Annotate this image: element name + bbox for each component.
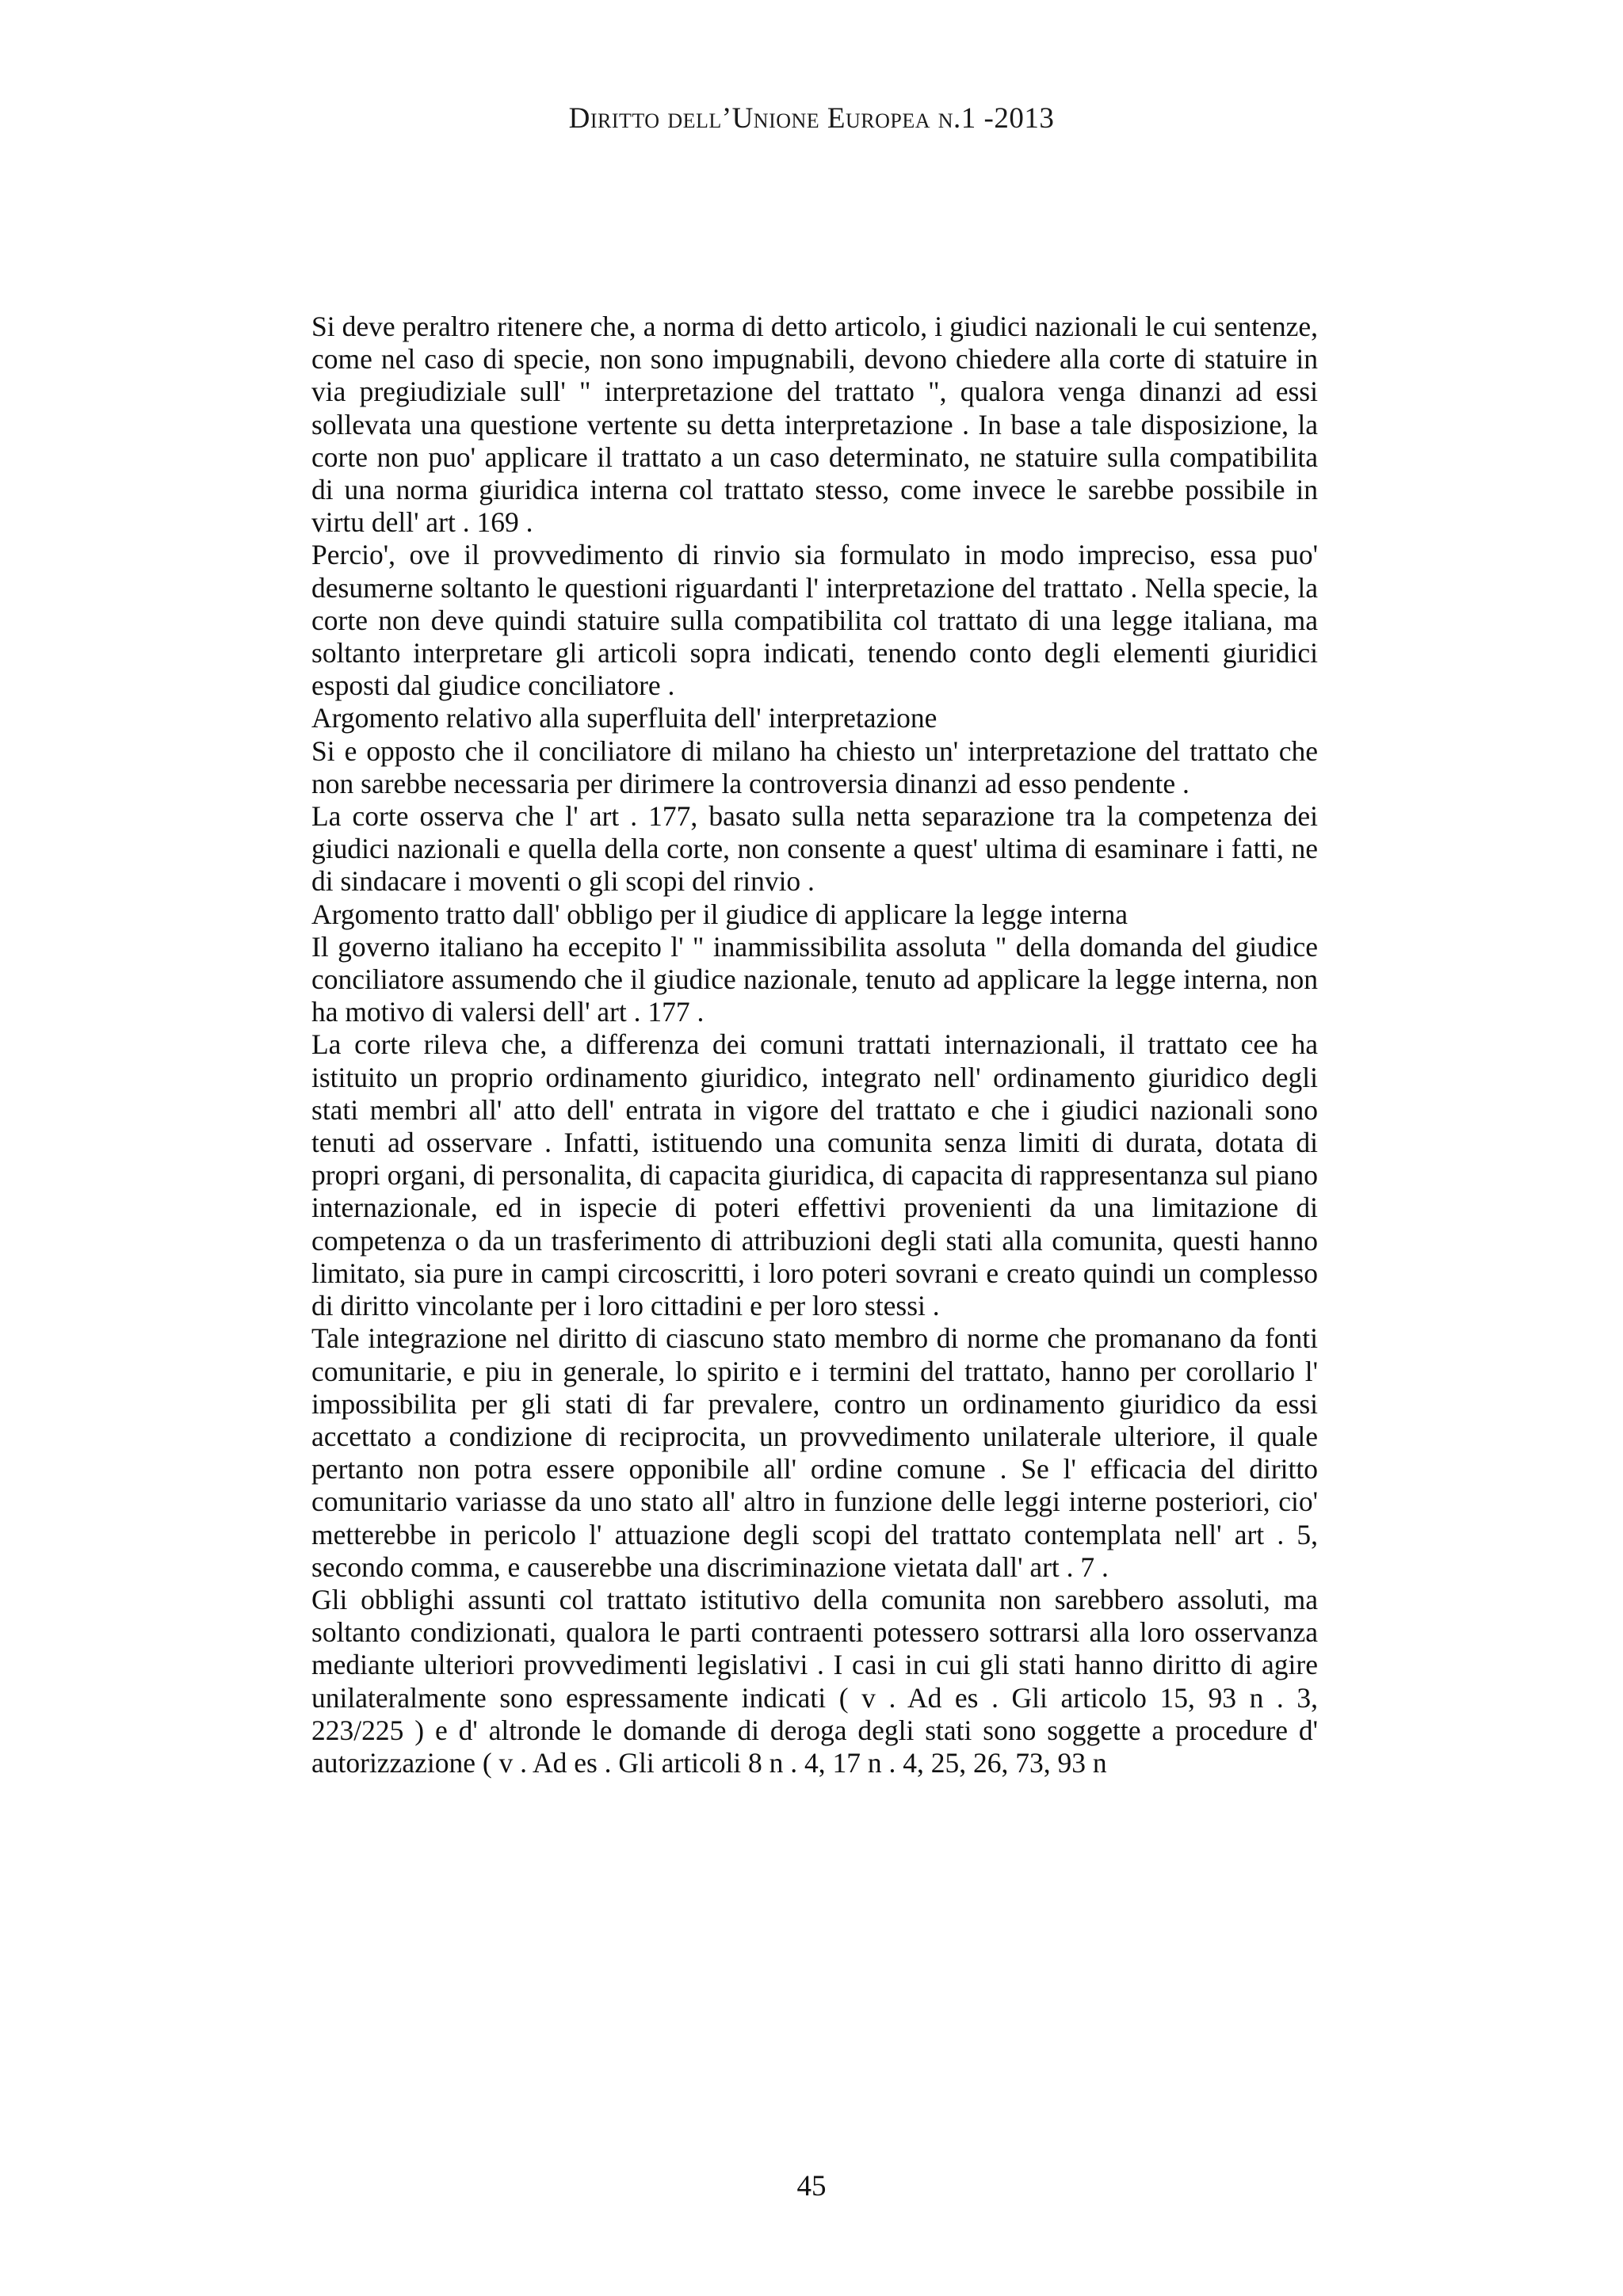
section-heading: Argomento tratto dall' obbligo per il giudice di applicare la legge interna	[311, 898, 1128, 930]
page-number: 45	[796, 2170, 827, 2203]
paragraph: La corte rileva che, a differenza dei comuni trattati internazionali, il trattato cee ha istituito un proprio ordinamento giuridico, integrato nell' ordinamento giuridico degli stati membri all' atto dell' entrata in vigore del trattato e che i giudici nazionali sono tenuti ad osservare . Infatti, istituendo una comunita senza limiti di durata, dotata di propri organi, di personalita, di capacita giuridica, di capacita di rappresentanza sul piano internazionale, ed in ispecie di poteri effettivi provenienti da una limitazione di competenza o da un trasferimento di attribuzioni degli stati alla comunita, questi hanno limitato, sia pure in campi circoscritti, i loro poteri sovrani e creato quindi un complesso di diritto vincolante per i loro cittadini e per loro stessi .	[311, 1028, 1318, 1322]
paragraph: Percio', ove il provvedimento di rinvio sia formulato in modo impreciso, essa puo' desumerne soltanto le questioni riguardanti l' interpretazione del trattato . Nella specie, la corte non deve quindi statuire sulla compatibilita col trattato di una legge italiana, ma soltanto interpretare gli articoli sopra indicati, tenendo conto degli elementi giuridici esposti dal giudice conciliatore .	[311, 539, 1318, 702]
paragraph: Gli obblighi assunti col trattato istitutivo della comunita non sarebbero assoluti, ma soltanto condizionati, qualora le parti contraenti potessero sottrarsi alla loro osservanza mediante ulteriori provvedimenti legislativi . I casi in cui gli stati hanno diritto di agire unilateralmente sono espressamente indicati ( v . Ad es . Gli articolo 15, 93 n . 3, 223/225 ) e d' altronde le domande di deroga degli stati sono soggette a procedure d' autorizzazione ( v . Ad es . Gli articoli 8 n . 4, 17 n . 4, 25, 26, 73, 93 n	[311, 1583, 1318, 1779]
paragraph: Il governo italiano ha eccepito l' " inammissibilita assoluta " della domanda del giudice conciliatore assumendo che il giudice nazionale, tenuto ad applicare la legge interna, non ha motivo di valersi dell' art . 177 .	[311, 930, 1318, 1028]
section-heading: Argomento relativo alla superfluita dell' interpretazione	[311, 702, 938, 734]
paragraph: Si e opposto che il conciliatore di milano ha chiesto un' interpretazione del trattato che non sarebbe necessaria per dirimere la controversia dinanzi ad esso pendente .	[311, 734, 1318, 799]
paragraph: Si deve peraltro ritenere che, a norma di detto articolo, i giudici nazionali le cui sentenze, come nel caso di specie, non sono impugnabili, devono chiedere alla corte di statuire in via pregiudiziale sull' " interpretazione del trattato ", qualora venga dinanzi ad essi sollevata una questione vertente su detta interpretazione . In base a tale disposizione, la corte non puo' applicare il trattato a un caso determinato, ne statuire sulla compatibilita di una norma giuridica interna col trattato stesso, come invece le sarebbe possibile in virtu dell' art . 169 .	[311, 311, 1318, 539]
paragraph: La corte osserva che l' art . 177, basato sulla netta separazione tra la competenza dei giudici nazionali e quella della corte, non consente a quest' ultima di esaminare i fatti, ne di sindacare i moventi o gli scopi del rinvio .	[311, 800, 1318, 898]
running-header: Diritto dell’Unione Europea n.1 -2013	[568, 102, 1055, 135]
body-text	[311, 311, 1318, 1779]
paragraph: Tale integrazione nel diritto di ciascuno stato membro di norme che promanano da fonti comunitarie, e piu in generale, lo spirito e i termini del trattato, hanno per corollario l' impossibilita per gli stati di far prevalere, contro un ordinamento giuridico da essi accettato a condizione di reciprocita, un provvedimento unilaterale ulteriore, il quale pertanto non potra essere opponibile all' ordine comune . Se l' efficacia del diritto comunitario variasse da uno stato all' altro in funzione delle leggi interne posteriori, cio' metterebbe in pericolo l' attuazione degli scopi del trattato contemplata nell' art . 5, secondo comma, e causerebbe una discriminazione vietata dall' art . 7 .	[311, 1322, 1318, 1583]
